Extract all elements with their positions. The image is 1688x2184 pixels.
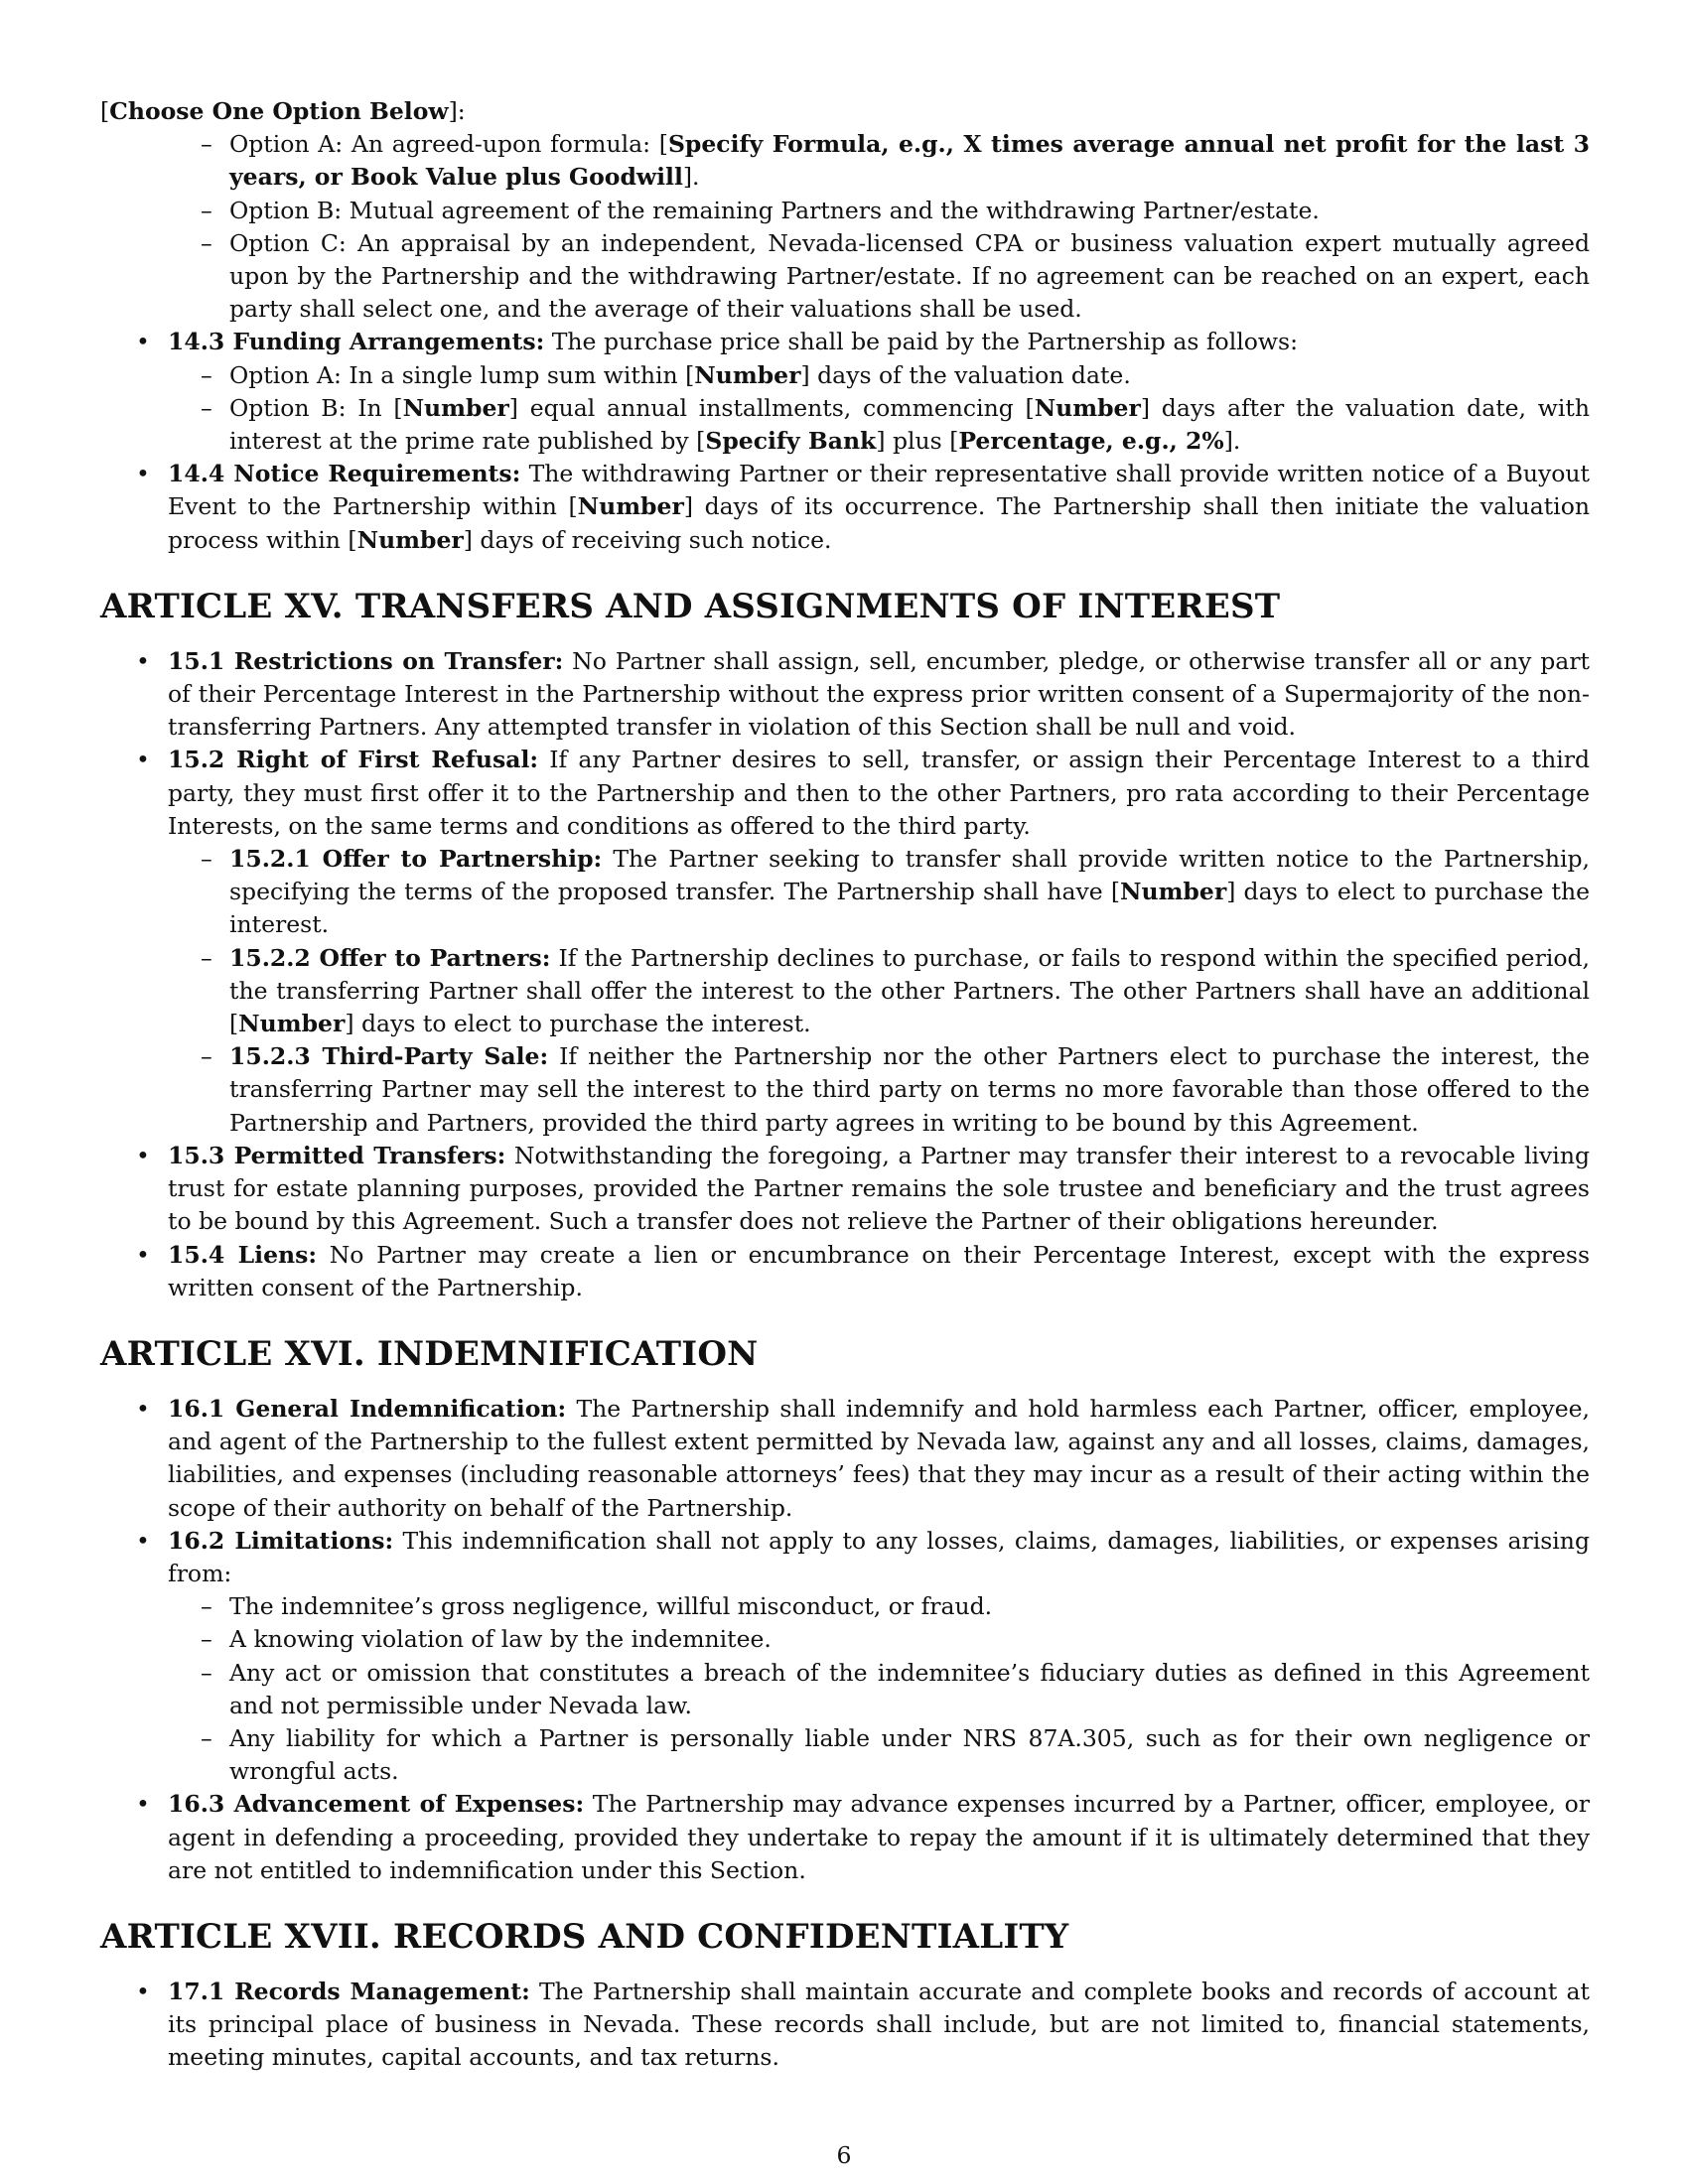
text: If any Partner desires to sell, transfer, or assign their Percentage Interest to a third party, they must first offer it to the Partnership and then to the other Partners, pro rata according to their Percentage Interests, on the same terms and conditions as offered to the third party. xyxy=(168,746,1590,840)
section-heading: 15.1 Restrictions on Transfer: xyxy=(168,646,564,675)
placeholder-text: Specify Formula, e.g., X times average annual net profit for the last 3 years, or Book Value plus Goodwill xyxy=(229,130,1590,192)
article-16-title: ARTICLE XVI. INDEMNIFICATION xyxy=(100,1333,759,1374)
section-16-3 xyxy=(100,1788,1590,1887)
article-16-list xyxy=(100,1393,1590,1887)
text: The purchase price shall be paid by the Partnership as follows: xyxy=(544,328,1298,356)
section-heading: 15.2.2 Offer to Partners: xyxy=(229,943,551,972)
list-item: – A knowing violation of law by the indemnitee. xyxy=(168,1623,1590,1656)
section-heading: 14.3 Funding Arrangements: xyxy=(168,328,545,356)
text: This indemnification shall not apply to any losses, claims, damages, liabilities, or expenses arising from: xyxy=(168,1526,1590,1587)
valuation-options-list xyxy=(100,128,1590,326)
section-16-2 xyxy=(100,1525,1590,1789)
text: ]: xyxy=(448,97,466,125)
limitations-list xyxy=(168,1590,1590,1788)
text: ]. xyxy=(682,163,700,192)
text: No Partner may create a lien or encumbrance on their Percentage Interest, except with the express written consent of the Partnership. xyxy=(168,1240,1591,1301)
placeholder-text: Number xyxy=(356,525,464,554)
text: ] days after the valuation date, with interest at the prime rate published by [ xyxy=(229,393,1590,456)
list-item xyxy=(168,392,1590,458)
text: ] equal annual installments, commencing [ xyxy=(508,393,1035,422)
text: [ xyxy=(100,97,110,125)
section-15-2-2 xyxy=(168,942,1590,1041)
document-page xyxy=(100,95,1590,2075)
section-heading: 16.3 Advancement of Expenses: xyxy=(168,1790,585,1819)
placeholder-text: Number xyxy=(694,360,801,389)
section-heading: 15.4 Liens: xyxy=(168,1240,318,1269)
list-item: – The indemnitee’s gross negligence, willful misconduct, or fraud. xyxy=(168,1590,1590,1623)
section-17-1 xyxy=(100,1976,1590,2075)
list-item: – Option C: An appraisal by an independent, Nevada-licensed CPA or business valuation expert mutually agreed upon by the Partnership and the withdrawing Partner/estate. If no agreement can be reached on an expert, each party shall select one, and the average of their valuations shall be used. xyxy=(100,227,1590,327)
article-15-title: ARTICLE XV. TRANSFERS AND ASSIGNMENTS OF INTEREST xyxy=(100,586,1281,626)
choose-option-line xyxy=(100,95,1590,128)
text: ] days to elect to purchase the interest. xyxy=(229,878,1590,939)
section-14-3 xyxy=(100,326,1590,458)
text: The Partnership shall indemnify and hold harmless each Partner, officer, employee, and agent of the Partnership to the fullest extent permitted by Nevada law, against any and all losses, claims, damages, liabilities, and expenses (including reasonable attorneys’ fees) that they may incur as a result of their acting within the scope of their authority on behalf of the Partnership. xyxy=(168,1394,1590,1522)
text: The Partnership shall maintain accurate and complete books and records of account at its principal place of business in Nevada. These records shall include, but are not limited to, financial statements, meeting minutes, capital accounts, and tax returns. xyxy=(168,1977,1590,2072)
section-heading: 15.3 Permitted Transfers: xyxy=(168,1141,506,1169)
list-item: – Any liability for which a Partner is personally liable under NRS 87A.305, such as for their own negligence or wrongful acts. xyxy=(168,1722,1590,1788)
text: If neither the Partnership nor the other Partners elect to purchase the interest, the transferring Partner may sell the interest to the third party on terms no more favorable than those offered to the Partnership and Partners, provided the third party agrees in writing to be bound by this Agreement. xyxy=(229,1042,1590,1137)
section-heading: 17.1 Records Management: xyxy=(168,1977,530,2005)
section-heading: 15.2.3 Third-Party Sale: xyxy=(229,1042,549,1071)
section-list xyxy=(100,326,1590,556)
text: ] days of the valuation date. xyxy=(800,360,1131,389)
text: The Partnership may advance expenses incurred by a Partner, officer, employee, or agent in defending a proceeding, provided they undertake to repay the amount if it is ultimately determined that they are not entitled to indemnification under this Section. xyxy=(168,1790,1590,1884)
section-heading: 16.2 Limitations: xyxy=(168,1526,394,1555)
article-17-title: ARTICLE XVII. RECORDS AND CONFIDENTIALITY xyxy=(100,1916,1069,1957)
placeholder-text: Percentage, e.g., 2% xyxy=(958,427,1224,456)
text: Option A: An agreed-upon formula: [ xyxy=(229,130,668,159)
section-15-2-3 xyxy=(168,1040,1590,1140)
text: Option A: In a single lump sum within [ xyxy=(229,360,695,389)
placeholder-text: Number xyxy=(238,1010,346,1038)
text: ] plus [ xyxy=(876,427,959,456)
placeholder-text: Number xyxy=(1034,393,1141,422)
placeholder-text: Number xyxy=(402,393,509,422)
placeholder-text: Number xyxy=(577,492,684,521)
list-item xyxy=(100,128,1590,194)
funding-options-list xyxy=(168,359,1590,459)
text: ]. xyxy=(1223,427,1241,456)
text: Notwithstanding the foregoing, a Partner may transfer their interest to a revocable living trust for estate planning purposes, provided the Partner remains the sole trustee and beneficiary and the trust agrees to be bound by this Agreement. Such a transfer does not relieve the Partner of their obligations hereunder. xyxy=(168,1141,1590,1236)
section-15-2-1 xyxy=(168,843,1590,942)
section-heading: 14.4 Notice Requirements: xyxy=(168,460,521,488)
list-item xyxy=(168,359,1590,392)
section-heading: 15.2.1 Offer to Partnership: xyxy=(229,845,603,874)
section-15-3 xyxy=(100,1140,1590,1239)
right-of-first-refusal-list xyxy=(168,843,1590,1140)
text: Option B: In [ xyxy=(229,393,403,422)
list-item: – Option B: Mutual agreement of the remaining Partners and the withdrawing Partner/estate. xyxy=(100,195,1590,227)
list-item: – Any act or omission that constitutes a breach of the indemnitee’s fiduciary duties as defined in this Agreement and not permissible under Nevada law. xyxy=(168,1657,1590,1722)
text: No Partner shall assign, sell, encumber, pledge, or otherwise transfer all or any part of their Percentage Interest in the Partnership without the express prior written consent of a Supermajority of the non-transferring Partners. Any attempted transfer in violation of this Section shall be null and void. xyxy=(168,646,1590,742)
choose-option-label: Choose One Option Below xyxy=(109,97,449,125)
text: ] days of receiving such notice. xyxy=(463,525,832,554)
text: The withdrawing Partner or their representative shall provide written notice of a Buyout Event to the Partnership within [ xyxy=(168,460,1590,521)
placeholder-text: Specify Bank xyxy=(705,427,877,456)
placeholder-text: Number xyxy=(1120,878,1227,906)
section-15-4 xyxy=(100,1239,1590,1304)
text: ] days of its occurrence. The Partnership shall then initiate the valuation process within [ xyxy=(168,492,1590,554)
section-15-1 xyxy=(100,645,1590,745)
section-16-1 xyxy=(100,1393,1590,1525)
text: ] days to elect to purchase the interest. xyxy=(345,1010,811,1038)
page-number: 6 xyxy=(836,2141,852,2169)
text: The Partner seeking to transfer shall provide written notice to the Partnership, specifying the terms of the proposed transfer. The Partnership shall have [ xyxy=(229,845,1590,906)
section-15-2 xyxy=(100,744,1590,1139)
section-heading: 15.2 Right of First Refusal: xyxy=(168,746,539,774)
section-14-4 xyxy=(100,458,1590,557)
article-17-list xyxy=(100,1976,1590,2075)
section-heading: 16.1 General Indemnification: xyxy=(168,1394,567,1423)
text: If the Partnership declines to purchase, or fails to respond within the specified period, the transferring Partner shall offer the interest to the other Partners. The other Partners shall have an additional [ xyxy=(229,943,1590,1038)
article-15-list xyxy=(100,645,1590,1304)
